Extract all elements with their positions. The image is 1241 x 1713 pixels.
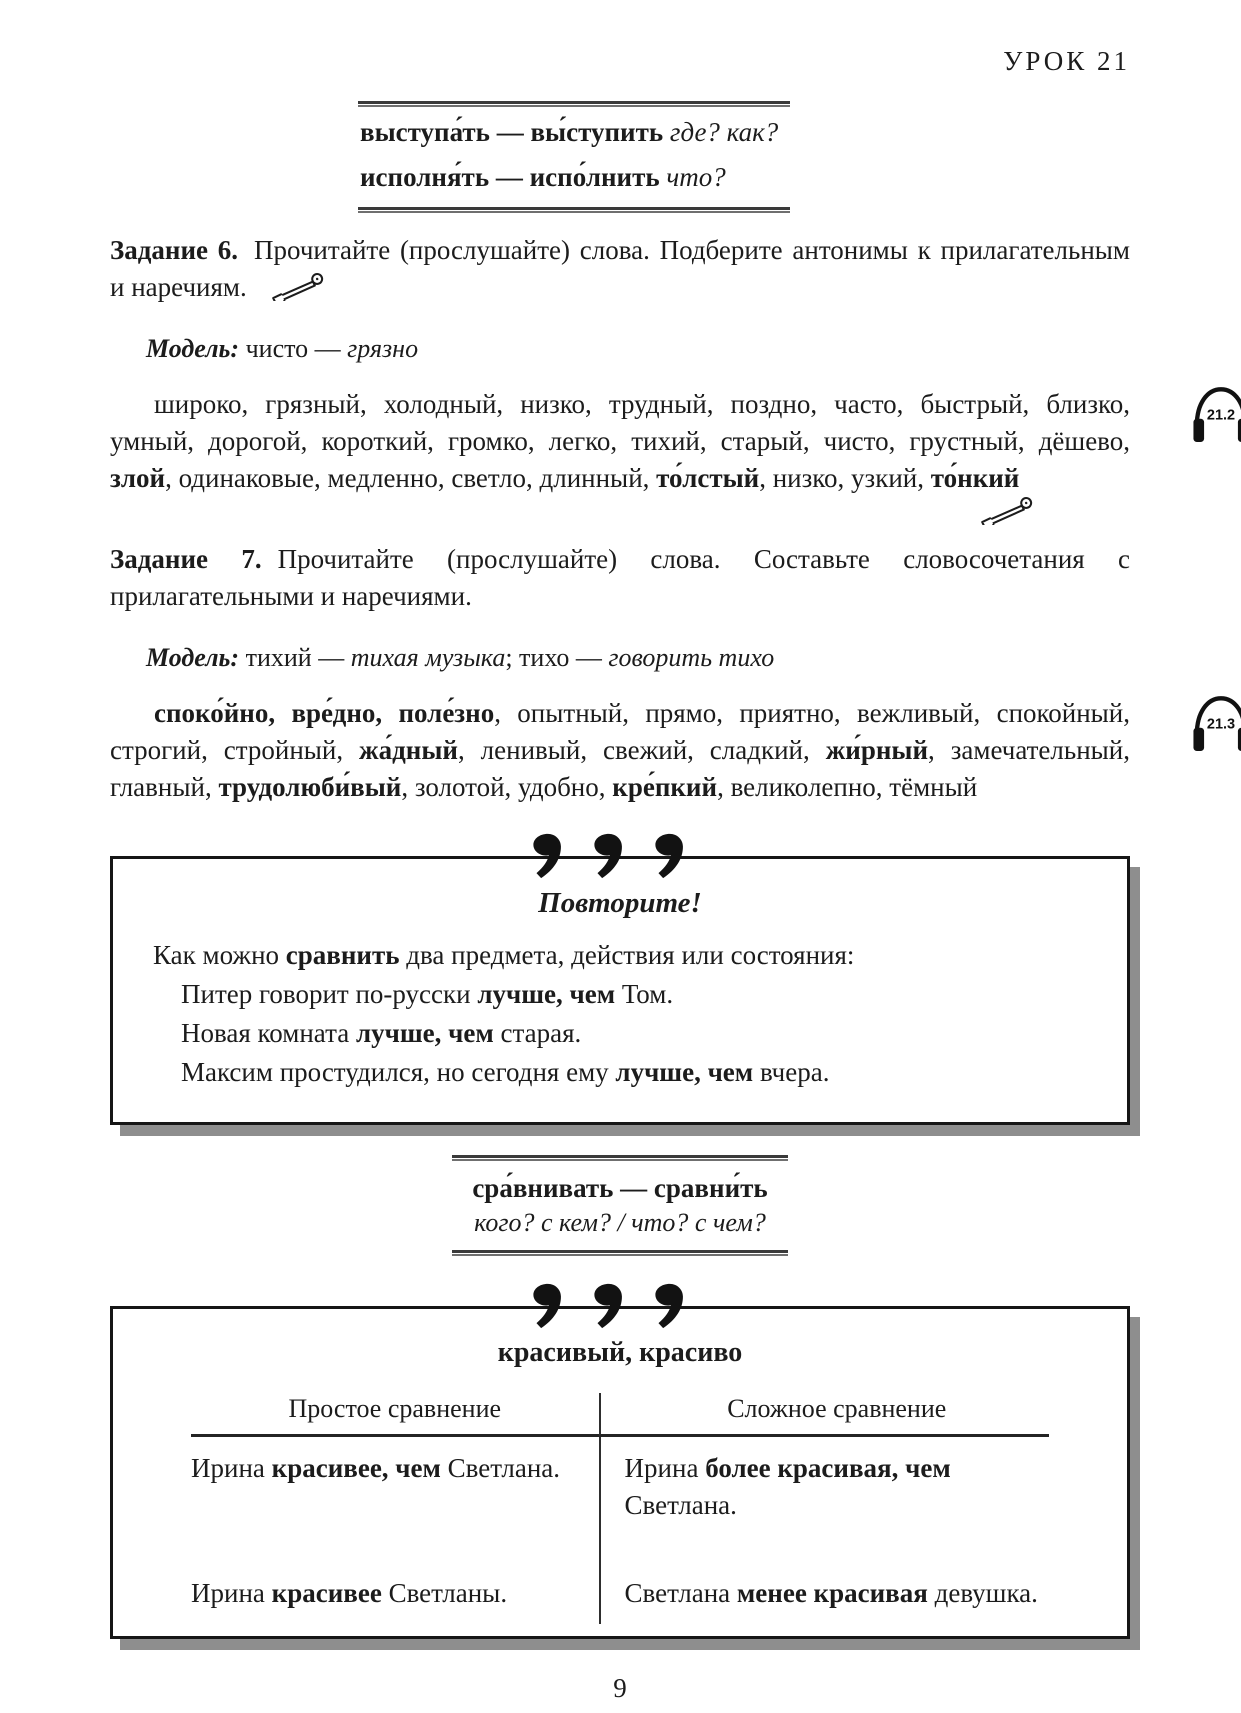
comparison-title: красивый, красиво (497, 1337, 743, 1368)
comparison-table (191, 1393, 1049, 1624)
verb-pair: выступа́ть — вы́ступить (360, 117, 664, 147)
headphones-icon (1148, 689, 1236, 753)
double-rule-bottom (452, 1250, 788, 1256)
repeat-box-example: Максим простудился, но сегодня ему лучше, чем вчера. (181, 1057, 830, 1087)
binder-clips-icon (532, 832, 683, 884)
repeat-box-line: Как можно сравнить два предмета, действия или состояния: (153, 940, 855, 970)
audio-track-number: 21.3 (1206, 716, 1236, 733)
verb-pattern-box-1 (358, 101, 790, 213)
verb-pair-line (358, 107, 790, 152)
task-7-words: споко́йно, вре́дно, поле́зно, опытный, прямо, приятно, вежливый, спокойный, строгий, стройный, жа́дный, ленивый, свежий, сладкий, жи́рный, замечательный, главный, трудолюби́вый, золотой, удобно, кре́пкий, великолепно, тёмный (110, 698, 1130, 802)
verb-question: что? (666, 162, 726, 192)
verb-pair: сра́внивать — сравни́ть (472, 1173, 768, 1203)
task-6-label: Задание 6. (110, 235, 239, 265)
task-6-text: Прочитайте (прослушайте) слова. Подберите антонимы к прилагательным и наречиям. (110, 235, 1130, 302)
verb-pair-line (358, 152, 790, 197)
task-6-words: широко, грязный, холодный, низко, трудный, поздно, часто, быстрый, близко, умный, дорогой, короткий, громко, легко, тихий, старый, чисто, грустный, дёшево, злой, одинаковые, медленно, светло, длинный, то́лстый, низко, узкий, то́нкий (110, 389, 1130, 493)
binder-clips-icon (532, 1282, 683, 1334)
task-6-paragraph (110, 232, 1130, 306)
page-content (110, 0, 1236, 1704)
task-7-text: Прочитайте (прослушайте) слова. Составьте словосочетания с прилагательными и наречиями. (110, 544, 1130, 611)
task-6-wordlist (110, 386, 1236, 497)
key-icon (974, 497, 1038, 527)
repeat-box (110, 856, 1130, 1125)
column-header-simple: Простое сравнение (191, 1393, 599, 1437)
table-cell: Светлана менее красивая девушка. (599, 1562, 1049, 1624)
audio-track-number: 21.2 (1206, 407, 1236, 424)
headphones-icon (1148, 380, 1236, 444)
verb-pattern-box-2 (452, 1155, 788, 1256)
lesson-header: УРОК 21 (1003, 46, 1130, 76)
double-rule-bottom (358, 207, 790, 213)
task-6-model: Модель: чисто — грязно (146, 334, 419, 363)
verb-questions: кого? с кем? / что? с чем? (474, 1208, 766, 1237)
page-number: 9 (613, 1673, 627, 1703)
repeat-box-heading: Повторите! (538, 887, 702, 919)
table-cell: Ирина более красивая, чем Светлана. (599, 1437, 1049, 1562)
key-icon (265, 273, 329, 301)
verb-question: где? как? (669, 117, 779, 147)
comparison-box (110, 1306, 1130, 1639)
column-header-complex: Сложное сравнение (599, 1393, 1049, 1437)
task-7-model: Модель: тихий — тихая музыка; тихо — говорить тихо (146, 643, 775, 672)
task-7-label: Задание 7. (110, 544, 262, 574)
verb-pair: исполня́ть — испо́лнить (360, 162, 660, 192)
task-7-wordlist (110, 695, 1236, 806)
table-cell: Ирина красивее Светланы. (191, 1578, 508, 1608)
task-7-paragraph (110, 541, 1130, 615)
table-cell: Ирина красивее, чем Светлана. (191, 1453, 561, 1483)
repeat-box-example: Питер говорит по-русски лучше, чем Том. (181, 979, 674, 1009)
repeat-box-example: Новая комната лучше, чем старая. (181, 1018, 582, 1048)
